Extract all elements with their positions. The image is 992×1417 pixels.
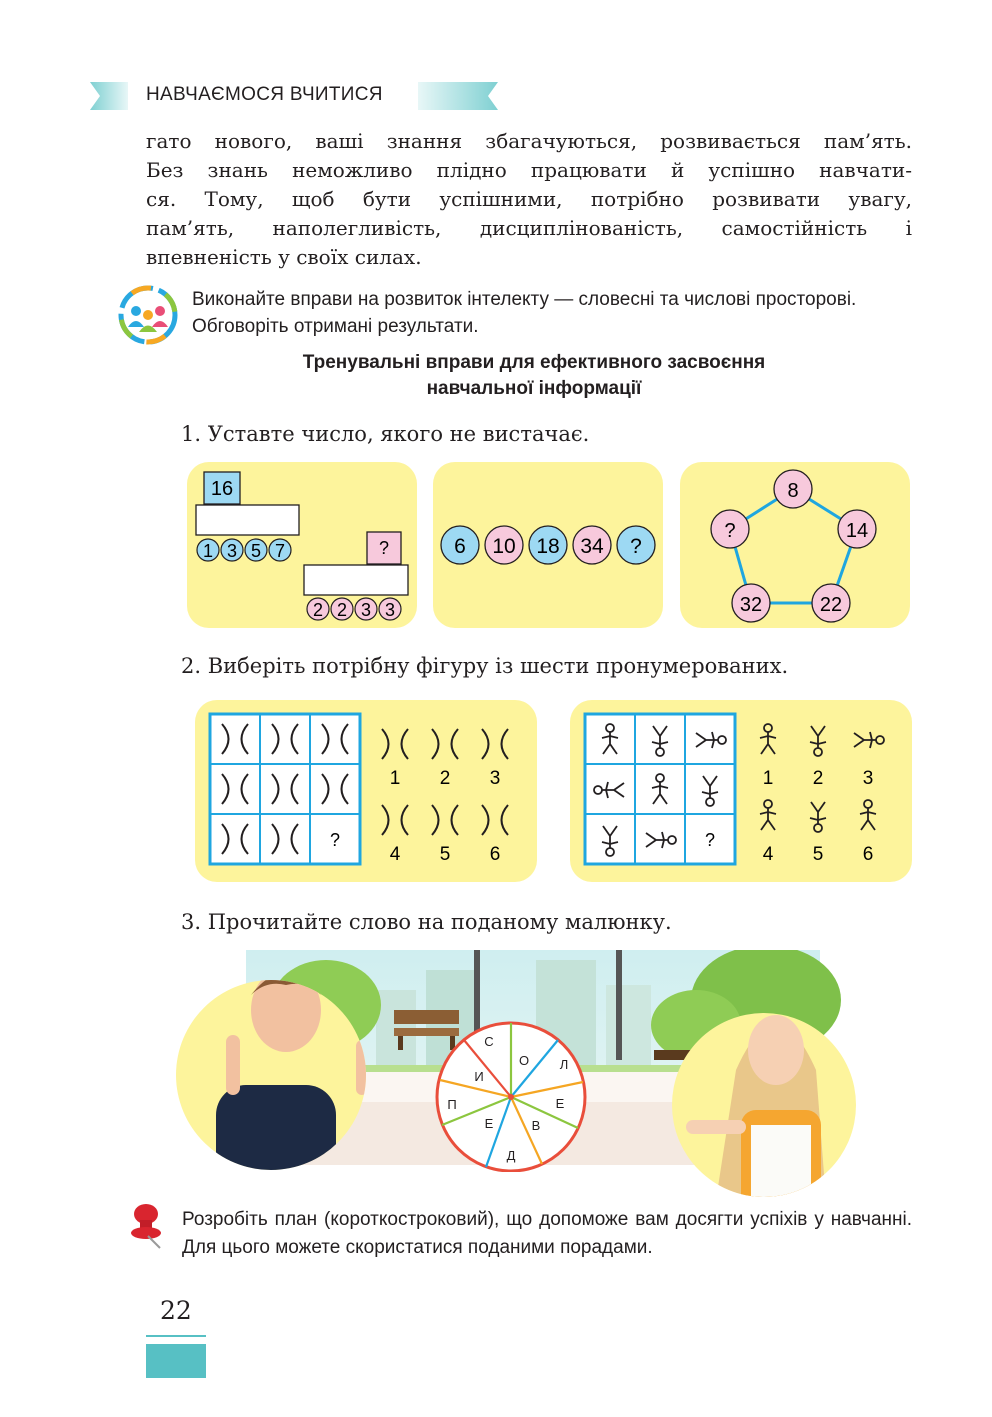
puzzle-panel-pentagon: [680, 462, 910, 628]
pentagon-value: 8: [787, 480, 799, 502]
pentagon-value: 32: [739, 594, 763, 616]
option-number: 5: [812, 844, 824, 865]
group-work-icon: [118, 285, 178, 345]
option-number: 2: [439, 768, 451, 789]
pentagon-value: ?: [724, 520, 736, 542]
option-number: 3: [862, 768, 874, 789]
intro-line: Без знань неможливо плідно працювати й успішно навчати-: [146, 158, 912, 182]
plan-instruction: Розробіть план (короткостроковий), що допоможе вам досягти успіхів у навчанні. Для цього можете скористатися поданими порадами.: [182, 1209, 912, 1258]
missing-figure-mark: ?: [329, 830, 341, 850]
pentagon-value: 14: [845, 520, 869, 542]
sequence-value: 10: [492, 535, 516, 558]
option-number: 3: [489, 768, 501, 789]
intro-paragraph: [146, 127, 912, 272]
circle-value: 5: [250, 541, 262, 561]
option-number: 1: [389, 768, 401, 789]
page-number: 22: [160, 1296, 192, 1325]
option-number: 4: [762, 844, 774, 865]
exercise-1-title: 1. Уставте число, якого не вистачає.: [181, 422, 590, 446]
missing-figure-mark: ?: [704, 830, 716, 850]
circle-value: 3: [226, 541, 238, 561]
header-ribbon-right: [418, 82, 498, 110]
wheel-letter: Д: [506, 1148, 516, 1163]
subtitle-line: Тренувальні вправи для ефективного засвоєння: [302, 352, 766, 373]
exercise-2-title: 2. Виберіть потрібну фігуру із шести пронумерованих.: [181, 654, 789, 678]
wheel-letter: Е: [555, 1096, 565, 1111]
intro-line: ся. Тому, щоб бути успішними, потрібно розвивати увагу,: [146, 187, 912, 211]
figure-panel-arcs: [195, 700, 537, 882]
circles-row-2: [307, 598, 401, 620]
circle-value: 3: [360, 600, 372, 620]
page-footer-bar: [146, 1344, 206, 1378]
intro-line: пам’ять, наполегливість, дисциплінованість, самостійність і: [146, 216, 912, 240]
sequence-value: 34: [580, 535, 604, 558]
pushpin-icon: [126, 1200, 166, 1250]
wheel-letter: П: [447, 1097, 457, 1112]
circle-value: 2: [312, 600, 324, 620]
circle-value: 2: [336, 600, 348, 620]
option-number: 6: [862, 844, 874, 865]
wheel-letter: О: [518, 1053, 530, 1068]
sequence-value: 18: [536, 535, 560, 558]
pentagon-puzzle: [680, 462, 910, 628]
exercises-subtitle: [146, 350, 922, 402]
task-intro-text: Виконайте вправи на розвиток інтелекту — словесні та числові просторові. Обговоріть отримані результати.: [192, 289, 857, 337]
intro-line: впевненість у своїх силах.: [146, 245, 422, 269]
wheel-letter: В: [531, 1118, 541, 1133]
sequence-value: ?: [630, 535, 642, 558]
option-number: 1: [762, 768, 774, 789]
option-number: 2: [812, 768, 824, 789]
box-top-2-value: ?: [378, 538, 390, 558]
box-top-1-value: 16: [210, 478, 234, 500]
intro-line: гато нового, ваші знання збагачуються, розвивається пам’ять.: [146, 129, 912, 153]
letter-wheel: [432, 1010, 590, 1172]
subtitle-line: навчальної інформації: [426, 378, 642, 399]
puzzle-panel-sequence: [433, 462, 663, 628]
option-number: 5: [439, 844, 451, 865]
figure-panel-stick-figures: [570, 700, 912, 882]
sequence-value: 6: [454, 535, 466, 558]
option-number: 6: [489, 844, 501, 865]
box-wide-1: [196, 505, 299, 535]
stick-figures-puzzle: [570, 700, 912, 882]
box-wide-2: [304, 565, 408, 595]
wheel-letter: С: [484, 1034, 494, 1049]
sequence-puzzle: [433, 462, 663, 628]
arcs-puzzle: [195, 700, 537, 882]
option-number: 4: [389, 844, 401, 865]
page-number-underline: [146, 1335, 206, 1337]
puzzle-panel-boxes: [187, 462, 417, 628]
wheel-letter: Е: [484, 1116, 494, 1131]
circle-value: 3: [384, 600, 396, 620]
wheel-letter: Л: [559, 1057, 569, 1072]
boxes-puzzle: [187, 462, 417, 628]
header-title: НАВЧАЄМОСЯ ВЧИТИСЯ: [146, 84, 383, 105]
circle-value: 1: [202, 541, 214, 561]
circle-value: 7: [274, 541, 286, 561]
circles-row-1: [197, 539, 291, 561]
wheel-letter: И: [474, 1069, 484, 1084]
header-ribbon-left: [90, 82, 128, 110]
exercise-3-title: 3. Прочитайте слово на поданому малюнку.: [181, 910, 672, 934]
pentagon-value: 22: [819, 594, 843, 616]
